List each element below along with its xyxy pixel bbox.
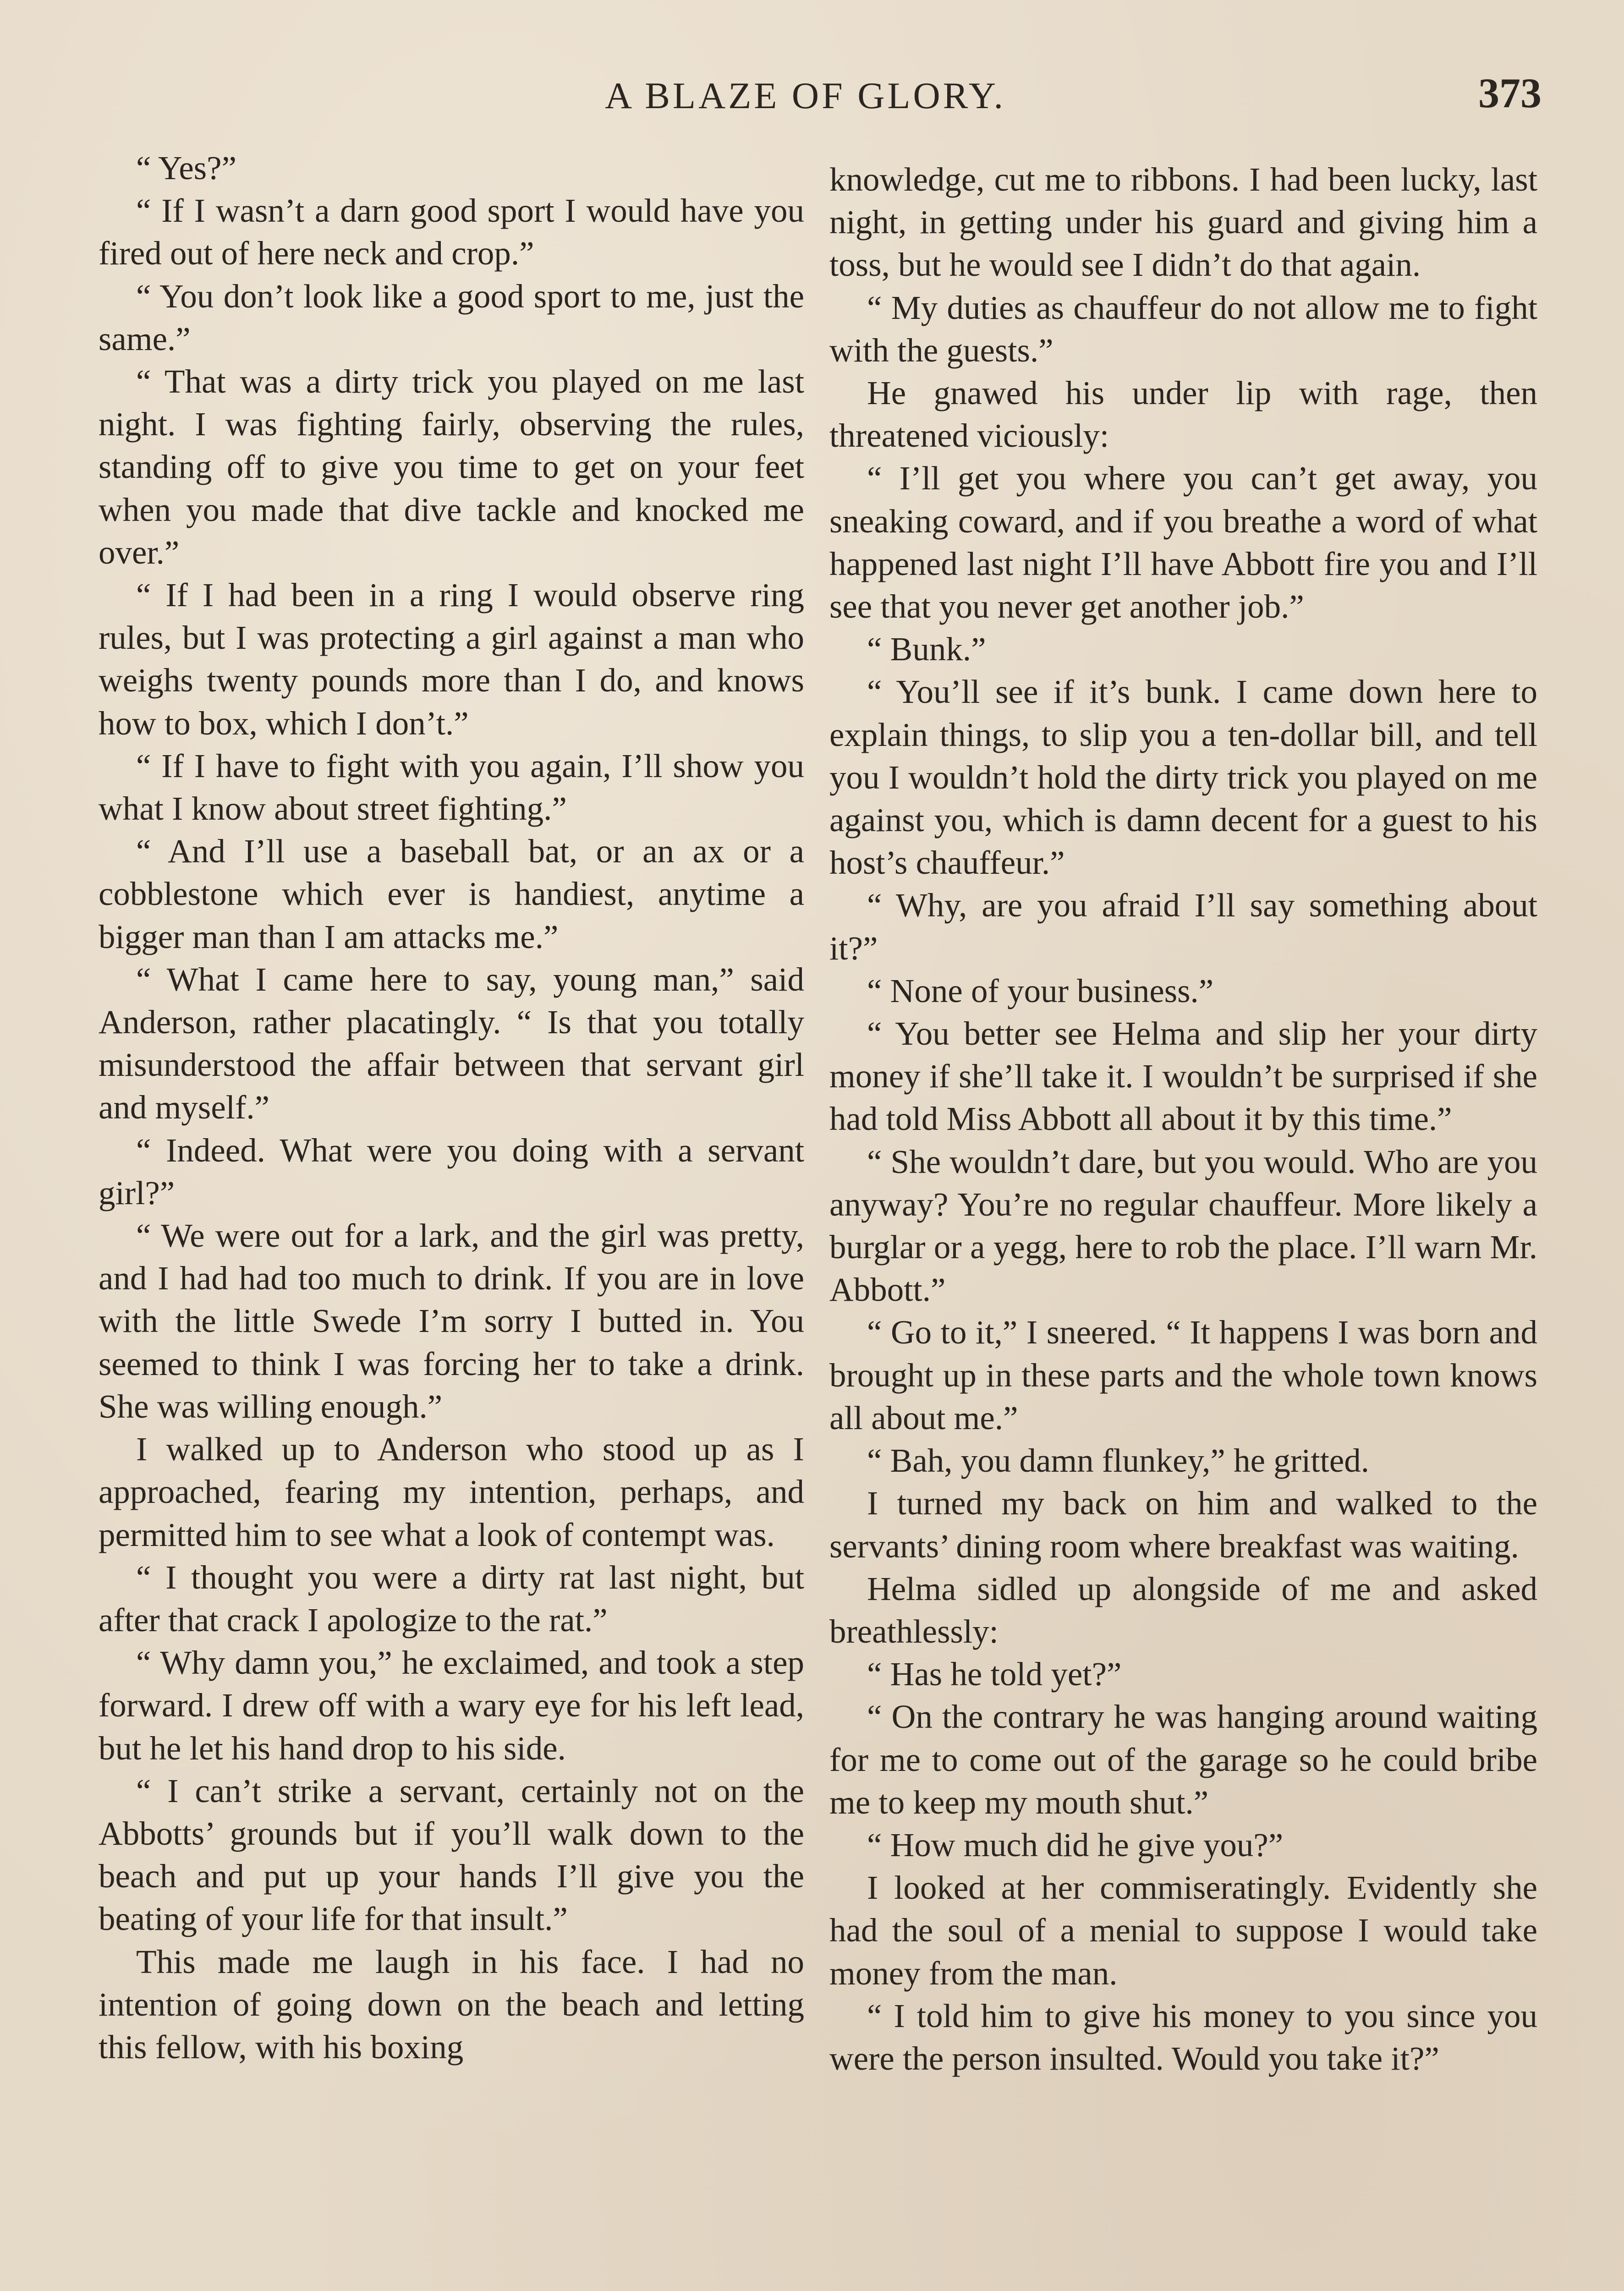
paragraph: “ That was a dirty trick you played on me last night. I was fighting fairly, observing the rules, standing off to give you time to get on your feet when you made that dive tackle and knocked me over.” xyxy=(99,363,804,571)
right-column xyxy=(829,158,1537,2291)
paragraph: “ I’ll get you where you can’t get away, you sneaking coward, and if you breathe a word of what happened last night I’ll have Abbott fire you and I’ll see that you never get another job.” xyxy=(829,460,1537,625)
paragraph: “ On the contrary he was hanging around waiting for me to come out of the garage so he could bribe me to keep my mouth shut.” xyxy=(829,1698,1537,1821)
paragraph: “ Indeed. What were you doing with a servant girl?” xyxy=(99,1131,804,1211)
paragraph: “ If I have to fight with you again, I’ll show you what I know about street fighting.” xyxy=(99,747,804,828)
paragraph: “ None of your business.” xyxy=(867,972,1214,1009)
paragraph: “ If I wasn’t a darn good sport I would have you fired out of here neck and crop.” xyxy=(99,192,804,272)
paragraph: He gnawed his under lip with rage, then threatened viciously: xyxy=(829,374,1537,455)
paragraph: “ Go to it,” I sneered. “ It happens I was born and brought up in these parts and the whole town knows all about me.” xyxy=(829,1314,1537,1436)
paragraph: I walked up to Anderson who stood up as I approached, fearing my intention, perhaps, and permitted him to see what a look of contempt was. xyxy=(99,1431,804,1553)
paragraph: “ We were out for a lark, and the girl was pretty, and I had had too much to drink. If you are in love with the little Swede I’m sorry I butted in. You seemed to think I was forcing her to take a drink. She was willing enough.” xyxy=(99,1217,804,1425)
paragraph: “ Yes?” xyxy=(136,149,236,186)
paragraph: “ Bunk.” xyxy=(867,630,986,668)
paragraph: I turned my back on him and walked to the servants’ dining room where breakfast was waiting. xyxy=(829,1485,1537,1565)
paragraph: “ Why damn you,” he exclaimed, and took a step forward. I drew off with a wary eye for his left lead, but he let his hand drop to his side. xyxy=(99,1644,804,1767)
paragraph: “ If I had been in a ring I would observe ring rules, but I was protecting a girl against a man who weighs twenty pounds more than I do, and knows how to box, which I don’t.” xyxy=(99,576,804,742)
paragraph: “ I told him to give his money to you since you were the person insulted. Would you take it?” xyxy=(829,1997,1537,2077)
paragraph: I looked at her commiseratingly. Evidently she had the soul of a menial to suppose I would take money from the man. xyxy=(829,1869,1537,1992)
paragraph: “ She wouldn’t dare, but you would. Who are you anyway? You’re no regular chauffeur. More likely a burglar or a yegg, here to rob the place. I’ll warn Mr. Abbott.” xyxy=(829,1143,1537,1309)
paragraph-continuation: knowledge, cut me to ribbons. I had been lucky, last night, in getting under his guard and giving him a toss, but he would see I didn’t do that again. xyxy=(829,161,1537,284)
page-header xyxy=(0,69,1624,124)
page-number: 373 xyxy=(1478,70,1542,116)
running-title: A BLAZE OF GLORY. xyxy=(605,75,1006,116)
paragraph: “ You don’t look like a good sport to me, just the same.” xyxy=(99,277,804,357)
paragraph: “ Has he told yet?” xyxy=(867,1655,1122,1693)
paragraph: This made me laugh in his face. I had no intention of going down on the beach and letting this fellow, with his boxing xyxy=(99,1943,804,2066)
left-column xyxy=(99,147,804,2291)
paragraph: “ Why, are you afraid I’ll say something about it?” xyxy=(829,887,1537,967)
paragraph: Helma sidled up alongside of me and asked breathlessly: xyxy=(829,1570,1537,1650)
paragraph: “ You better see Helma and slip her your dirty money if she’ll take it. I wouldn’t be surprised if she had told Miss Abbott all about it by this time.” xyxy=(829,1015,1537,1138)
paragraph: “ My duties as chauffeur do not allow me to fight with the guests.” xyxy=(829,289,1537,369)
paragraph: “ And I’ll use a baseball bat, or an ax or a cobblestone which ever is handiest, anytime a bigger man than I am attacks me.” xyxy=(99,833,804,955)
paragraph: “ You’ll see if it’s bunk. I came down here to explain things, to slip you a ten-dollar bill, and tell you I wouldn’t hold the dirty trick you played on me against you, which is damn decent for a guest to his host’s chauffeur.” xyxy=(829,673,1537,882)
paragraph: “ What I came here to say, young man,” said Anderson, rather placatingly. “ Is that you totally misunderstood the affair between that servant girl and myself.” xyxy=(99,960,804,1126)
paragraph: “ I can’t strike a servant, certainly not on the Abbotts’ grounds but if you’ll walk down to the beach and put up your hands I’ll give you the beating of your life for that insult.” xyxy=(99,1772,804,1938)
paragraph: “ How much did he give you?” xyxy=(867,1826,1284,1863)
paragraph: “ Bah, you damn flunkey,” he gritted. xyxy=(867,1442,1370,1480)
paragraph: “ I thought you were a dirty rat last night, but after that crack I apologize to the rat.” xyxy=(99,1558,804,1639)
